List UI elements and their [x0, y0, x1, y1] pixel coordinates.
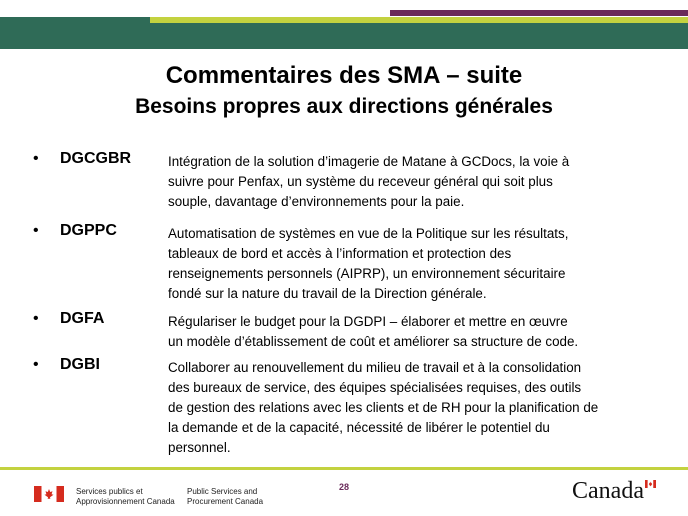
item-code: DGCGBR: [60, 150, 132, 167]
description-line: suivre pour Penfax, un système du receveur général qui soit plus: [168, 174, 553, 189]
description-line: souple, davantage d’environnements pour la paie.: [168, 194, 465, 209]
item-code: DGFA: [60, 310, 105, 327]
description-line: la demande et de la capacité, nécessité de libérer le potentiel du: [168, 420, 550, 435]
footer-divider: [0, 467, 688, 470]
department-name-en: [187, 487, 263, 507]
item-description: [168, 152, 668, 212]
description-line: personnel.: [168, 440, 231, 455]
description-line: fondé sur la nature du travail de la Direction générale.: [168, 286, 487, 301]
canada-flag-icon: [34, 486, 64, 502]
item-description: [168, 358, 668, 458]
slide-title: Commentaires des SMA – suite: [165, 62, 523, 89]
description-line: des bureaux de service, des équipes spécialisées requises, des outils: [168, 380, 582, 395]
description-line: tableaux de bord et accès à l’information et protection des: [168, 246, 512, 261]
description-line: Intégration de la solution d’imagerie de Matane à GCDocs, la voie à: [168, 154, 570, 169]
description-line: Automatisation de systèmes en vue de la Politique sur les résultats,: [168, 226, 569, 241]
item-description: [168, 224, 668, 304]
header-lime-bar: [150, 17, 688, 23]
description-line: Collaborer au renouvellement du milieu de travail et à la consolidation: [168, 360, 582, 375]
description-line: de gestion des relations avec les clients et de RH pour la planification de: [168, 400, 599, 415]
item-description: [168, 312, 668, 352]
dept-fr-line2: Approvisionnement Canada: [76, 497, 175, 506]
department-name-fr: [76, 487, 175, 507]
page-number: 28: [338, 482, 349, 492]
item-code: DGPPC: [60, 222, 117, 239]
dept-en-line2: Procurement Canada: [187, 497, 264, 506]
item-code: DGBI: [60, 356, 100, 373]
description-line: un modèle d’établissement de coût et améliorer sa structure de code.: [168, 334, 579, 349]
slide-subtitle: Besoins propres aux directions générales: [135, 95, 553, 118]
description-line: renseignements personnels (AIPRP), un environnement sécuritaire: [168, 266, 566, 281]
canada-wordmark: Canada: [572, 478, 644, 504]
bullet: •: [33, 150, 39, 167]
dept-en-line1: Public Services and: [187, 487, 258, 496]
bullet: •: [33, 356, 39, 373]
bullet: •: [33, 222, 39, 239]
description-line: Régulariser le budget pour la DGDPI – élaborer et mettre en œuvre: [168, 314, 568, 329]
header-purple-bar: [390, 10, 688, 16]
bullet: •: [33, 310, 39, 327]
dept-fr-line1: Services publics et: [76, 487, 143, 496]
canada-wordmark-flag-icon: [645, 480, 656, 488]
